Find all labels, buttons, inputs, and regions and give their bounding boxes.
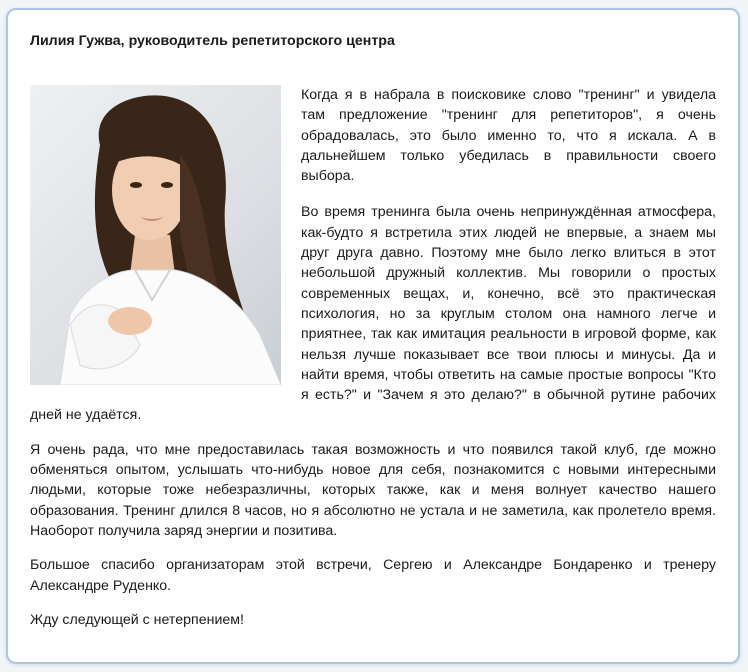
paragraph-3: Я очень рада, что мне предоставилась такая возможность и что появился такой клуб, где можно обменяться опытом, услышать что-нибудь новое для себя, познакомится с новыми интересными людьми, которые тоже небезразличны, которых также, как и меня волнует качество нашего образования. Тренинг длился 8 часов, но я абсолютно не устала и не заметила, как пролетело время. Наоборот получила заряд энергии и позитива. bbox=[30, 441, 716, 539]
author-photo bbox=[30, 85, 281, 385]
paragraph-1: Когда я в набрала в поисковике слово "тренинг" и увидела там предложение "тренинг для репетиторов", я очень обрадовалась, это было именно то, что я искала. А в дальнейшем только убедилась в правильности своего выбора. bbox=[301, 87, 716, 185]
paragraph-2: Во время тренинга была очень непринуждённая атмосфера, как-будто я встретила этих людей не впервые, а знаем мы друг друга давно. Поэтому мне было легко влиться в этот небольшой дружный коллектив. Мы говорили о простых современных вещах, и, конечно, всё это практическая психология, но за круглым столом она намного легче и приятнее, так как имитация реальности в игровой форме, как нельзя лучше показывает все твои плюсы и минусы. Да и найти время, чтобы ответить на самые простые вопросы "Кто я есть?" и "Зачем я это делаю?" в обычной рутине рабочих дней не удаётся. bbox=[30, 204, 716, 424]
portrait-illustration bbox=[30, 85, 281, 385]
paragraph-4: Большое спасибо организаторам этой встречи, Сергею и Александре Бондаренко и тренеру Александре Руденко. bbox=[30, 557, 716, 594]
testimonial-card bbox=[6, 8, 740, 664]
paragraph-5: Жду следующей с нетерпением! bbox=[30, 611, 244, 628]
author-title: Лилия Гужва, руководитель репетиторского центра bbox=[30, 33, 395, 49]
